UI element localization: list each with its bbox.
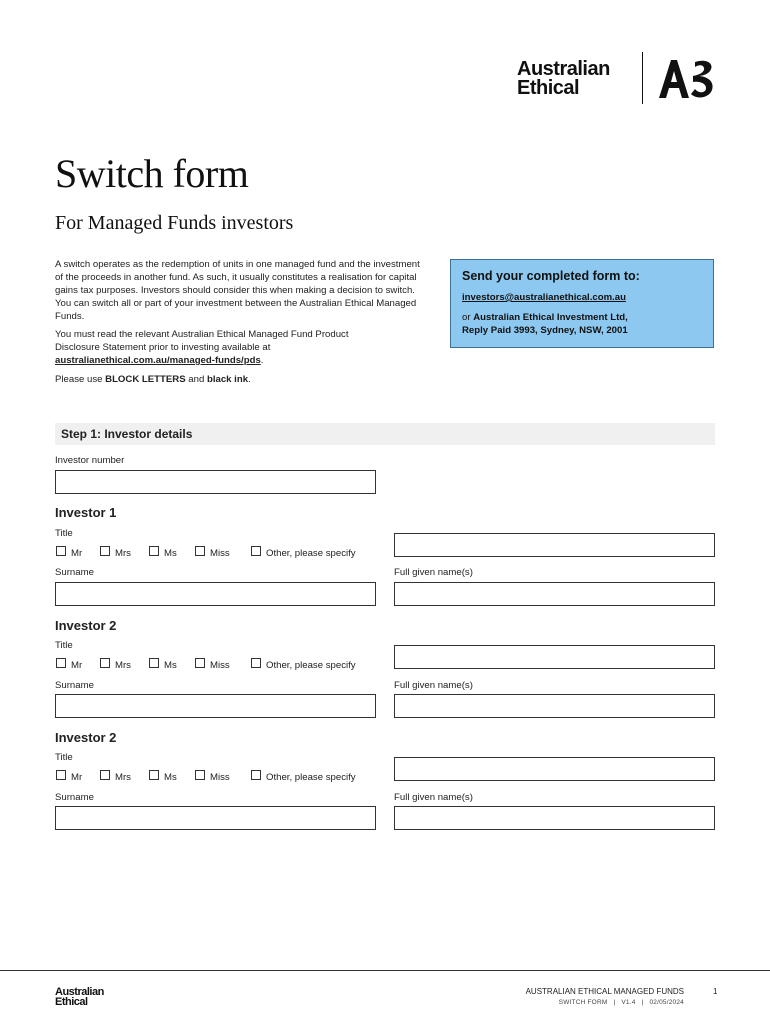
investor-1-other-input[interactable] (394, 533, 715, 557)
investor-1-title-label: Title (55, 528, 73, 539)
investor-3-surname-input[interactable] (55, 806, 376, 830)
step1-heading: Step 1: Investor details (61, 427, 193, 441)
investor-3-other-label: Other, please specify (266, 772, 356, 783)
investor-2-mr-checkbox[interactable] (56, 658, 66, 668)
send-to-heading: Send your completed form to: (462, 269, 640, 283)
investor-3-mrs-label: Mrs (115, 772, 131, 783)
send-to-box (450, 259, 714, 348)
send-to-or: or (462, 312, 474, 323)
investor-2-miss-checkbox[interactable] (195, 658, 205, 668)
header-logo-mark (655, 54, 717, 102)
footer-doc-sub: SWITCH FORM | V1.4 | 02/05/2024 (558, 999, 684, 1006)
investor-1-mr-checkbox[interactable] (56, 546, 66, 556)
investor-2-other-checkbox[interactable] (251, 658, 261, 668)
intro-paragraph-2 (55, 328, 395, 367)
investor-1-heading: Investor 1 (55, 505, 117, 520)
investor-2-ms-checkbox[interactable] (149, 658, 159, 668)
send-to-email-link[interactable]: investors@australianethical.com.au (462, 292, 626, 303)
investor-1-given-input[interactable] (394, 582, 715, 606)
investor-2-heading: Investor 2 (55, 618, 117, 633)
investor-2-mr-label: Mr (71, 660, 83, 671)
investor-3-given-input[interactable] (394, 806, 715, 830)
investor-3-title-label: Title (55, 752, 73, 763)
investor-2-title-label: Title (55, 640, 73, 651)
intro-paragraph-2-end: . (260, 355, 264, 366)
send-to-address-line1: Australian Ethical Investment Ltd, (473, 312, 628, 323)
pds-link[interactable]: australianethical.com.au/managed-funds/pds (55, 355, 261, 366)
investor-2-given-input[interactable] (394, 694, 715, 718)
ae-mark-icon (655, 54, 717, 102)
investor-3-miss-checkbox[interactable] (195, 770, 205, 780)
investor-2-given-label: Full given name(s) (394, 680, 473, 691)
investor-3-surname-label: Surname (55, 792, 94, 803)
header-logo-text (517, 60, 610, 98)
investor-2-mrs-label: Mrs (115, 660, 131, 671)
investor-1-miss-checkbox[interactable] (195, 546, 205, 556)
para3-end: . (248, 374, 251, 385)
para3-block-letters: BLOCK LETTERS (105, 374, 186, 385)
investor-3-other-checkbox[interactable] (251, 770, 261, 780)
footer-logo-text (55, 987, 104, 1008)
send-to-address (462, 311, 702, 337)
investor-1-mr-label: Mr (71, 548, 83, 559)
investor-3-other-input[interactable] (394, 757, 715, 781)
investor-1-ms-label: Ms (164, 548, 177, 559)
investor-3-miss-label: Miss (210, 772, 230, 783)
investor-2-ms-label: Ms (164, 660, 177, 671)
investor-3-ms-label: Ms (164, 772, 177, 783)
intro-paragraph-2-text: You must read the relevant Australian Ethical Managed Fund Product Disclosure Statement prior to investing available at (55, 329, 349, 353)
footer-page-number: 1 (713, 987, 718, 996)
investor-2-other-input[interactable] (394, 645, 715, 669)
page-subtitle: For Managed Funds investors (55, 212, 294, 234)
header-logo-divider (642, 52, 643, 104)
para3-start: Please use (55, 374, 106, 385)
investor-3-mr-checkbox[interactable] (56, 770, 66, 780)
investor-3-ms-checkbox[interactable] (149, 770, 159, 780)
investor-3-mr-label: Mr (71, 772, 83, 783)
step1-bar (55, 423, 715, 445)
investor-1-surname-label: Surname (55, 567, 94, 578)
footer-doc-title: AUSTRALIAN ETHICAL MANAGED FUNDS (525, 987, 684, 996)
footer-logo-line1: Australian (55, 986, 104, 998)
investor-1-surname-input[interactable] (55, 582, 376, 606)
footer-logo-line2: Ethical (55, 996, 88, 1009)
investor-2-mrs-checkbox[interactable] (100, 658, 110, 668)
investor-3-heading: Investor 2 (55, 730, 117, 745)
para3-black-ink: black ink (206, 374, 249, 385)
investor-1-miss-label: Miss (210, 548, 230, 559)
investor-1-ms-checkbox[interactable] (149, 546, 159, 556)
intro-paragraph-1: A switch operates as the redemption of units in one managed fund and the investment of the proceeds in another fund. As such, it usually constitutes a realisation for capital gains tax purposes. Investors should consider this when making a decision to switch. You can switch all or part of your investment between the Australian Ethical Managed Funds. (55, 259, 420, 322)
header-logo-line2: Ethical (517, 77, 580, 99)
investor-number-input[interactable] (55, 470, 376, 494)
investor-2-surname-label: Surname (55, 680, 94, 691)
investor-1-given-label: Full given name(s) (394, 567, 473, 578)
intro-paragraph-3 (55, 373, 435, 386)
investor-3-given-label: Full given name(s) (394, 792, 473, 803)
investor-1-other-label: Other, please specify (266, 548, 356, 559)
investor-1-mrs-label: Mrs (115, 548, 131, 559)
investor-3-mrs-checkbox[interactable] (100, 770, 110, 780)
para3-mid: and (185, 374, 207, 385)
investor-2-miss-label: Miss (210, 660, 230, 671)
investor-1-other-checkbox[interactable] (251, 546, 261, 556)
header-logo-line1: Australian (517, 58, 610, 80)
investor-1-mrs-checkbox[interactable] (100, 546, 110, 556)
page-title: Switch form (55, 151, 249, 196)
investor-number-label: Investor number (55, 455, 125, 466)
investor-2-surname-input[interactable] (55, 694, 376, 718)
send-to-address-line2: Reply Paid 3993, Sydney, NSW, 2001 (462, 325, 628, 336)
footer-divider (0, 970, 770, 971)
investor-2-other-label: Other, please specify (266, 660, 356, 671)
